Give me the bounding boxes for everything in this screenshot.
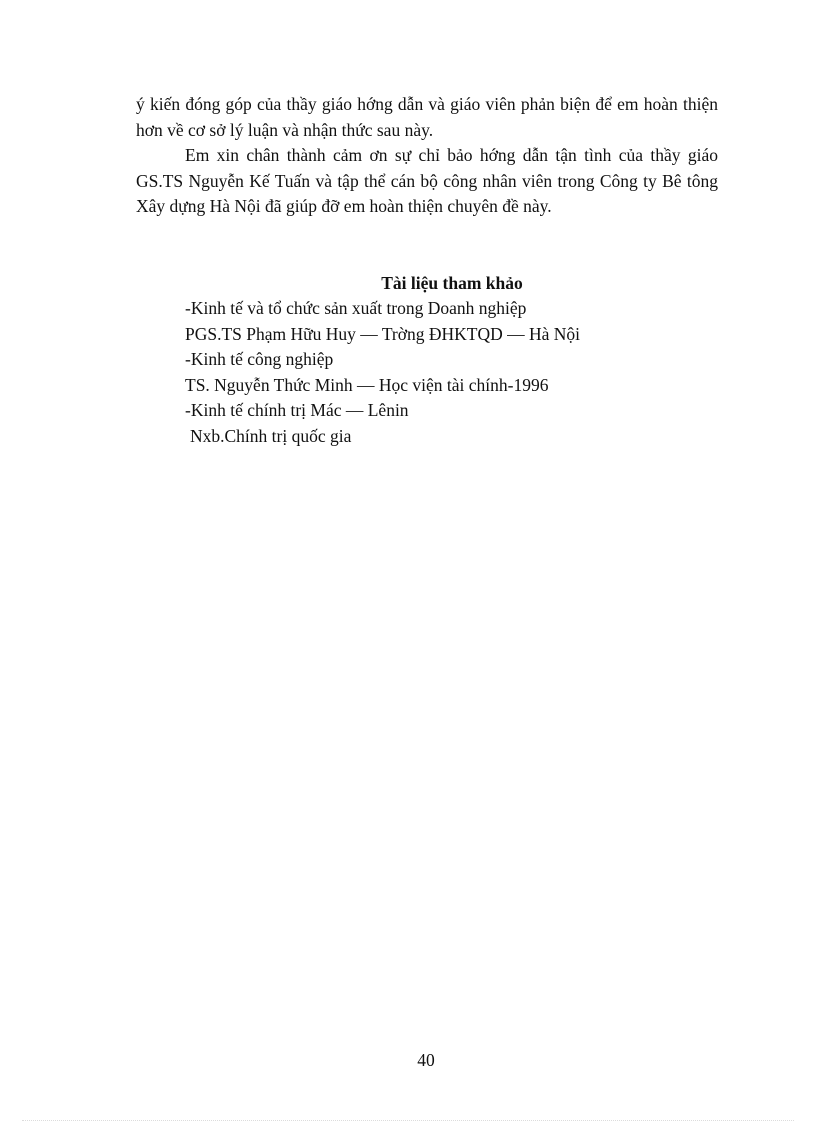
paragraph-continuation: ý kiến đóng góp của thầy giáo hớng dẫn và giáo viên phản biện để em hoàn thiện hơn về cơ sở lý luận và nhận thức sau này.: [136, 94, 718, 140]
reference-item: TS. Nguyễn Thức Minh — Học viện tài chính-1996: [185, 374, 549, 395]
reference-item: PGS.TS Phạm Hữu Huy — Trờng ĐHKTQD — Hà Nội: [185, 323, 581, 344]
reference-item: -Kinh tế công nghiệp: [185, 349, 334, 370]
reference-item: -Kinh tế và tổ chức sản xuất trong Doanh nghiệp: [185, 298, 527, 318]
page-number: 40: [417, 1050, 435, 1070]
paragraph-acknowledgement: Em xin chân thành cảm ơn sự chỉ bảo hớng dẫn tận tình của thầy giáo GS.TS Nguyễn Kế Tuấn và tập thể cán bộ công nhân viên trong Công ty Bê tông Xây dựng Hà Nội đã giúp đỡ em hoàn thiện chuyên đề này.: [136, 145, 718, 216]
reference-item: Nxb.Chính trị quốc gia: [190, 425, 352, 446]
references-title: Tài liệu tham khảo: [381, 273, 523, 293]
body-text: [136, 92, 718, 220]
reference-item: -Kinh tế chính trị Mác — Lênin: [185, 400, 409, 421]
references-list: [185, 296, 725, 450]
bottom-divider: [22, 1120, 794, 1121]
